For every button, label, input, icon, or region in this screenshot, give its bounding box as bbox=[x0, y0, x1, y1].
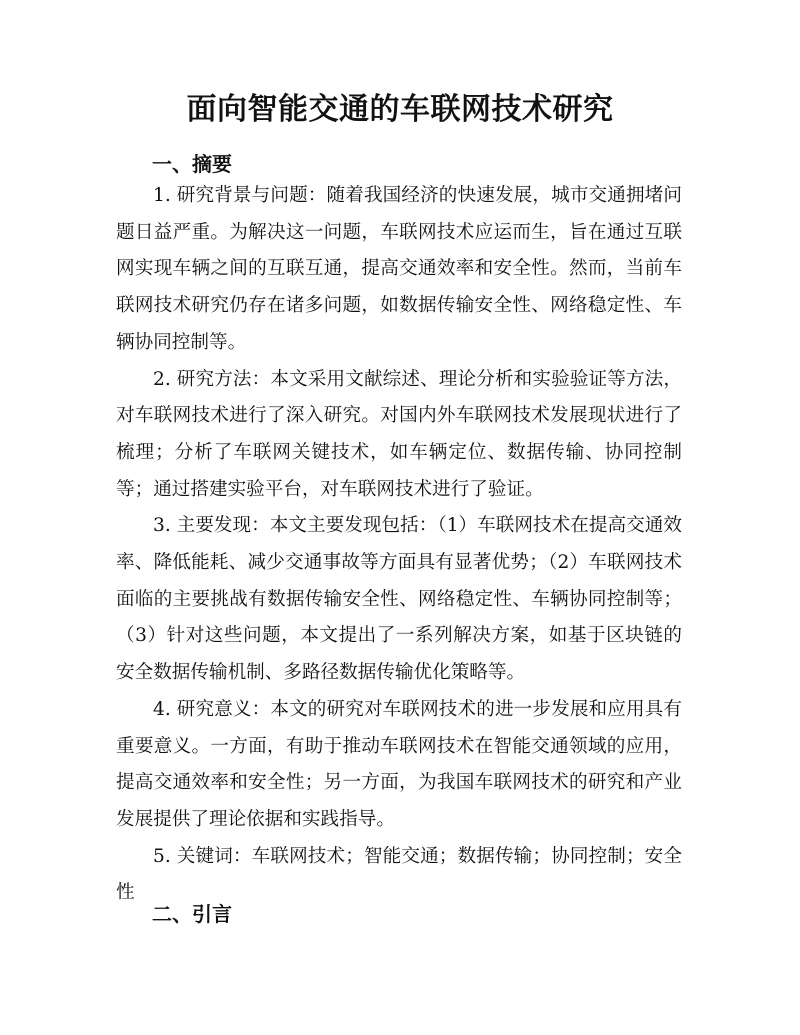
abstract-paragraph-findings: 3. 主要发现：本文主要发现包括：（1）车联网技术在提高交通效率、降低能耗、减少交通事故等方面具有显著优势；（2）车联网技术面临的主要挑战有数据传输安全性、网络稳定性、车辆协同控制等；（3）针对这些问题，本文提出了一系列解决方案，如基于区块链的安全数据传输机制、多路径数据传输优化策略等。 bbox=[116, 515, 682, 684]
abstract-paragraph-methods: 2. 研究方法：本文采用文献综述、理论分析和实验验证等方法，对车联网技术进行了深入研究。对国内外车联网技术发展现状进行了梳理；分析了车联网关键技术，如车辆定位、数据传输、协同控制等；通过搭建实验平台，对车联网技术进行了验证。 bbox=[116, 368, 682, 500]
section-heading-abstract: 一、摘要 bbox=[152, 152, 232, 176]
section-heading-introduction: 二、引言 bbox=[152, 902, 232, 926]
abstract-paragraph-background: 1. 研究背景与问题：随着我国经济的快速发展，城市交通拥堵问题日益严重。为解决这一问题，车联网技术应运而生，旨在通过互联网实现车辆之间的互联互通，提高交通效率和安全性。然而，当前车联网技术研究仍存在诸多问题，如数据传输安全性、网络稳定性、车辆协同控制等。 bbox=[116, 185, 682, 353]
abstract-paragraph-keywords: 5. 关键词：车联网技术；智能交通；数据传输；协同控制；安全性 bbox=[116, 845, 682, 904]
abstract-body bbox=[116, 178, 682, 912]
abstract-paragraph-significance: 4. 研究意义：本文的研究对车联网技术的进一步发展和应用具有重要意义。一方面，有助于推动车联网技术在智能交通领域的应用，提高交通效率和安全性；另一方面，为我国车联网技术的研究和产业发展提供了理论依据和实践指导。 bbox=[116, 698, 682, 830]
document-title: 面向智能交通的车联网技术研究 bbox=[186, 92, 614, 127]
